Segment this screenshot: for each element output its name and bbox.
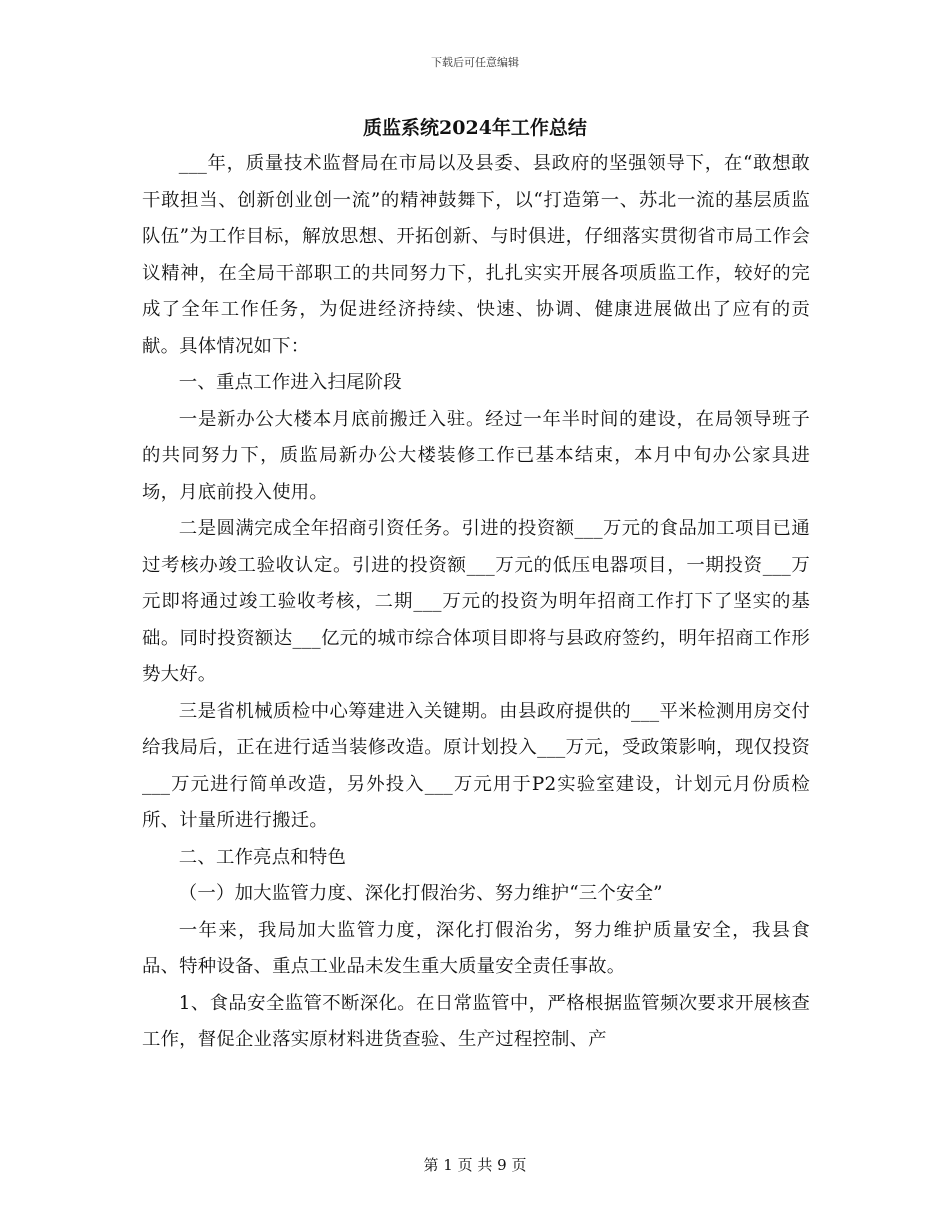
page-header-note: 下载后可任意编辑 — [431, 56, 519, 69]
document-body — [142, 146, 810, 1059]
paragraph-office-building: 一是新办公大楼本月底前搬迁入驻。经过一年半时间的建设，在局领导班子的共同努力下，质监局新办公大楼装修工作已基本结束，本月中旬办公家具进场，月底前投入使用。 — [142, 408, 810, 503]
paragraph-food-safety: 1、食品安全监管不断深化。在日常监管中，严格根据监管频次要求开展核查工作，督促企业落实原材料进货查验、生产过程控制、产 — [142, 992, 810, 1050]
section-heading-1: 一、重点工作进入扫尾阶段 — [178, 372, 402, 393]
paragraph-intro: ___年，质量技术监督局在市局以及县委、县政府的坚强领导下，在“敢想敢干敢担当、创新创业创一流”的精神鼓舞下，以“打造第一、苏北一流的基层质监队伍”为工作目标，解放思想、开拓创新、与时俱进，仔细落实贯彻省市局工作会议精神，在全局干部职工的共同努力下，扎扎实实开展各项质监工作，较好的完成了全年工作任务，为促进经济持续、快速、协调、健康进展做出了应有的贡献。具体情况如下： — [142, 153, 810, 357]
document-title: 质监系统2024年工作总结 — [363, 117, 587, 139]
paragraph-inspection-center: 三是省机械质检中心筹建进入关键期。由县政府提供的___平米检测用房交付给我局后，正在进行适当装修改造。原计划投入___万元，受政策影响，现仅投资___万元进行简单改造，另外投入___万元用于P2实验室建设，计划元月份质检所、计量所进行搬迁。 — [142, 700, 810, 831]
paragraph-investment: 二是圆满完成全年招商引资任务。引进的投资额___万元的食品加工项目已通过考核办竣工验收认定。引进的投资额___万元的低压电器项目，一期投资___万元即将通过竣工验收考核，二期___万元的投资为明年招商工作打下了坚实的基础。同时投资额达___亿元的城市综合体项目即将与县政府签约，明年招商工作形势大好。 — [142, 518, 810, 685]
subsection-heading-1: （一）加大监管力度、深化打假治劣、努力维护“三个安全” — [178, 883, 663, 904]
paragraph-supervision: 一年来，我局加大监管力度，深化打假治劣，努力维护质量安全，我县食品、特种设备、重点工业品未发生重大质量安全责任事故。 — [142, 919, 810, 977]
section-heading-2: 二、工作亮点和特色 — [178, 846, 347, 868]
page-footer-number: 第 1 页 共 9 页 — [423, 1156, 527, 1174]
